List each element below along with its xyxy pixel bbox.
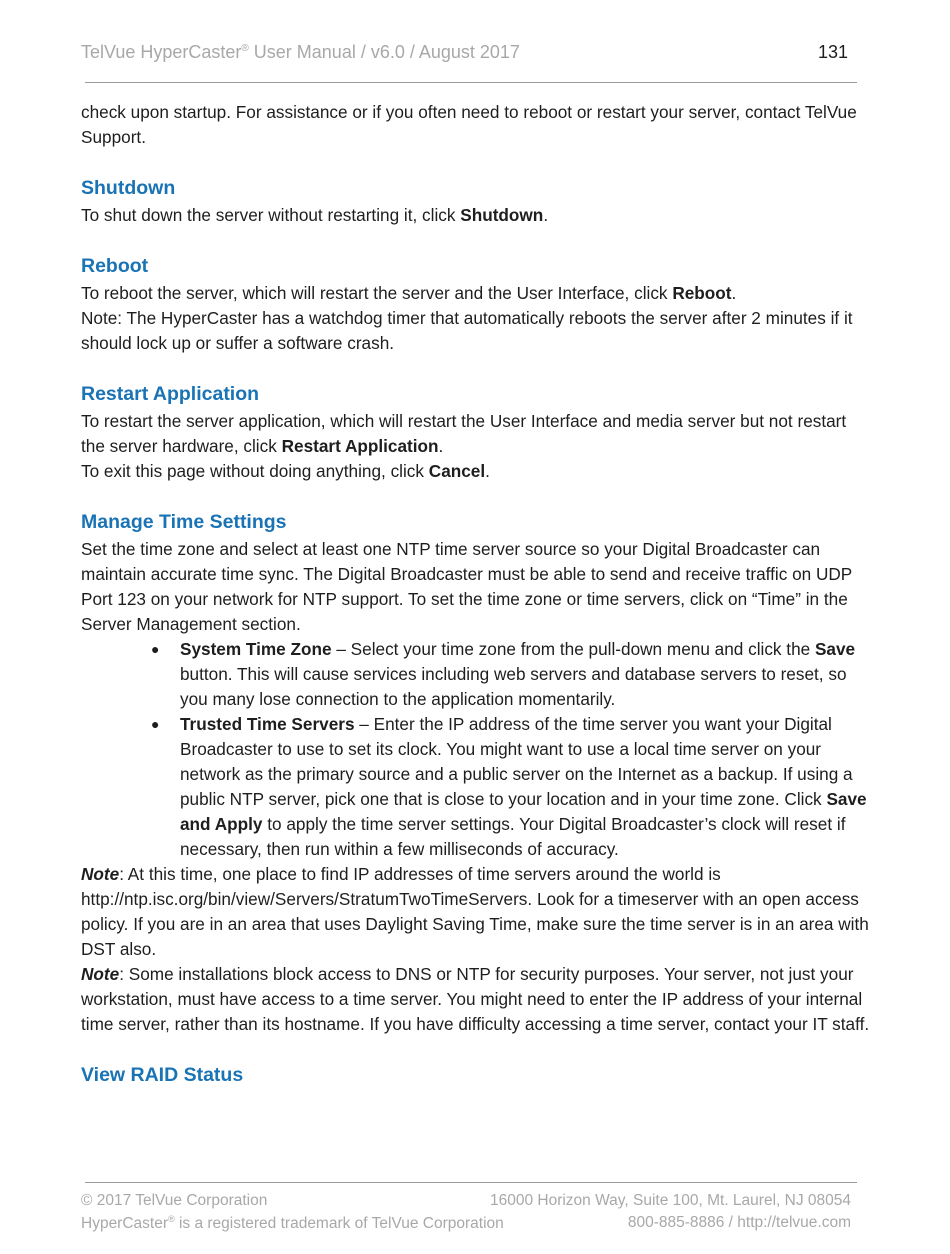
heading-reboot: Reboot [81,255,149,277]
reboot-label: Reboot [672,283,732,303]
header-title-product: TelVue HyperCaster [81,42,242,62]
shutdown-label: Shutdown [460,205,544,225]
save-label: Save [814,639,856,659]
note-label: Note [81,964,120,984]
shutdown-paragraph: To shut down the server without restarting it, click Shutdown. [81,205,549,225]
cancel-paragraph: To exit this page without doing anything, click Cancel. [81,461,490,481]
system-time-zone-label: System Time Zone [180,639,332,659]
heading-shutdown: Shutdown [81,177,176,199]
bullet-icon: ● [151,641,160,657]
bullet-icon: ● [151,716,160,732]
time-settings-list [81,637,871,862]
registered-mark: ® [241,43,249,54]
heading-view-raid-status: View RAID Status [81,1064,244,1086]
header-title-rest: User Manual / v6.0 / August 2017 [248,42,520,62]
cancel-label: Cancel [428,461,486,481]
footer-copyright: © 2017 TelVue Corporation [81,1192,268,1209]
restart-paragraph: To restart the server application, which will restart the User Interface and media server but not restart the server hardware, click Restart Application. [81,411,847,456]
footer-divider [85,1182,857,1183]
reboot-paragraph: To reboot the server, which will restart the server and the User Interface, click Reboot. [81,283,737,303]
list-item: ● Trusted Time Servers – Enter the IP address of the time server you want your Digital Broadcaster to use to set its clock. You might want to use a local time server on your network as the primary source and a public server on the Internet as a backup. If using a public NTP server, pick one that is close to your location and in your time zone. Click Save and Apply to apply the time server settings. Your Digital Broadcaster’s clock will reset if necessary, then run within a few milliseconds of accuracy. [151,714,867,859]
list-item: ● System Time Zone – Select your time zone from the pull-down menu and click the Save button. This will cause services including web servers and database servers to reset, so you many lose connection to the application momentarily. [151,639,856,709]
reboot-note: Note: The HyperCaster has a watchdog timer that automatically reboots the server after 2 minutes if it should lock up or suffer a software crash. [81,308,853,353]
note-label: Note [81,864,120,884]
header-title [81,42,520,63]
heading-manage-time-settings: Manage Time Settings [81,511,287,533]
trusted-time-servers-label: Trusted Time Servers [180,714,355,734]
registered-mark: ® [168,1214,175,1224]
note-ntp-servers: Note: At this time, one place to find IP addresses of time servers around the world is http://ntp.isc.org/bin/view/Servers/StratumTwoTimeServers. Look for a timeserver with an open access policy. If you are in an area that uses Daylight Saving Time, make sure the time server is in an area with DST also. [81,864,869,959]
page-header [81,42,856,68]
time-intro-paragraph: Set the time zone and select at least one NTP time server source so your Digital Broadcaster can maintain accurate time sync. The Digital Broadcaster must be able to send and receive traffic on UDP Port 123 on your network for NTP support. To set the time zone or time servers, click on “Time” in the Server Management section. [81,539,852,634]
intro-paragraph: check upon startup. For assistance or if you often need to reboot or restart your server, contact TelVue Support. [81,102,857,147]
footer-contact: 800-885-8886 / http://telvue.com [627,1214,851,1231]
footer-address: 16000 Horizon Way, Suite 100, Mt. Laurel, NJ 08054 [489,1192,851,1209]
page-number: 131 [817,42,848,62]
note-dns-ntp-access: Note: Some installations block access to DNS or NTP for security purposes. Your server, not just your workstation, must have access to a time server. You might need to enter the IP address of your internal time server, rather than its hostname. If you have difficulty accessing a time server, contact your IT staff. [81,964,870,1034]
save-and-apply-label: Save and Apply [180,789,867,834]
footer-trademark: HyperCaster® is a registered trademark of TelVue Corporation [81,1214,504,1233]
footer-line-2 [81,1214,851,1234]
restart-label: Restart Application [281,436,439,456]
footer-line-1 [81,1192,851,1212]
header-divider [85,82,857,83]
heading-restart-application: Restart Application [81,383,260,405]
page-body [81,100,871,1090]
